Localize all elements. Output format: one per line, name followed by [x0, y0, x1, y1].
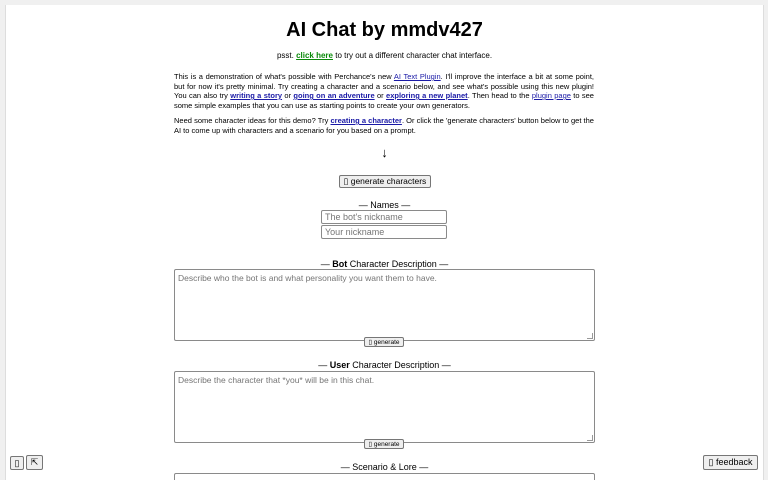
intro-text: or: [282, 91, 294, 100]
user-description-placeholder: Describe the character that *you* will be in this chat.: [178, 375, 375, 385]
user-description-label: [6, 360, 763, 370]
ideas-text: Need some character ideas for this demo? Try: [174, 116, 331, 125]
intro-text: or: [374, 91, 387, 100]
names-label: — Names —: [358, 200, 411, 210]
bot-description-textarea[interactable]: [174, 269, 595, 341]
user-description-textarea[interactable]: [174, 371, 595, 443]
intro-text: . I'll improve the interface a bit at some point, but for now it's pretty minimal. Try creating a character and a scenario below, and see what's possible using this new plugin! You can also try: [174, 72, 594, 100]
page-title: AI Chat by mmdv427: [286, 19, 483, 41]
click-here-link[interactable]: click here: [296, 51, 333, 60]
scenario-label: — Scenario & Lore —: [340, 462, 429, 472]
intro-text: . Then head to the: [467, 91, 532, 100]
page-frame: [5, 5, 764, 480]
label-prefix: —: [318, 360, 330, 370]
writing-a-story-link[interactable]: writing a story: [230, 91, 283, 100]
label-suffix: Character Description —: [349, 360, 451, 370]
psst-prefix: psst.: [276, 51, 294, 60]
intro-paragraph: [174, 72, 594, 110]
label-bold: User: [329, 360, 350, 370]
psst-suffix: to try out a different character chat interface.: [333, 51, 493, 60]
resize-grip-icon[interactable]: [587, 435, 593, 441]
exploring-a-new-planet-link[interactable]: exploring a new planet: [386, 91, 468, 100]
psst-line: [6, 51, 763, 60]
feedback-button[interactable]: ▯ feedback: [703, 455, 758, 470]
ideas-text: . Or click the 'generate characters' button below to get the AI to come up with characters and a scenario for you based on a prompt.: [174, 116, 594, 135]
expand-icon-button[interactable]: ⇱: [26, 455, 43, 470]
label-bold: Bot: [332, 259, 348, 269]
generate-user-description-button[interactable]: ▯ generate: [364, 439, 404, 449]
intro-text: to see some simple examples that you can use as starting points to create your own generators.: [174, 91, 594, 110]
scenario-textarea[interactable]: [174, 473, 595, 480]
generate-characters-button[interactable]: ▯ generate characters: [339, 175, 431, 188]
settings-icon-button[interactable]: ▯: [10, 456, 24, 470]
resize-grip-icon[interactable]: [587, 333, 593, 339]
down-arrow-icon: ↓: [381, 145, 388, 160]
bot-description-placeholder: Describe who the bot is and what personality you want them to have.: [178, 273, 437, 283]
label-prefix: —: [320, 259, 333, 269]
label-suffix: Character Description —: [347, 259, 449, 269]
ideas-paragraph: [174, 116, 594, 135]
going-on-an-adventure-link[interactable]: going on an adventure: [293, 91, 375, 100]
bot-description-label: [6, 259, 763, 269]
intro-text: This is a demonstration of what's possible with Perchance's new: [174, 72, 394, 81]
plugin-page-link[interactable]: plugin page: [531, 91, 571, 100]
ai-text-plugin-link[interactable]: AI Text Plugin: [393, 72, 441, 81]
generate-bot-description-button[interactable]: ▯ generate: [364, 337, 404, 347]
creating-a-character-link[interactable]: creating a character: [330, 116, 402, 125]
bot-nickname-input[interactable]: The bot's nickname: [321, 210, 447, 224]
user-nickname-input[interactable]: Your nickname: [321, 225, 447, 239]
